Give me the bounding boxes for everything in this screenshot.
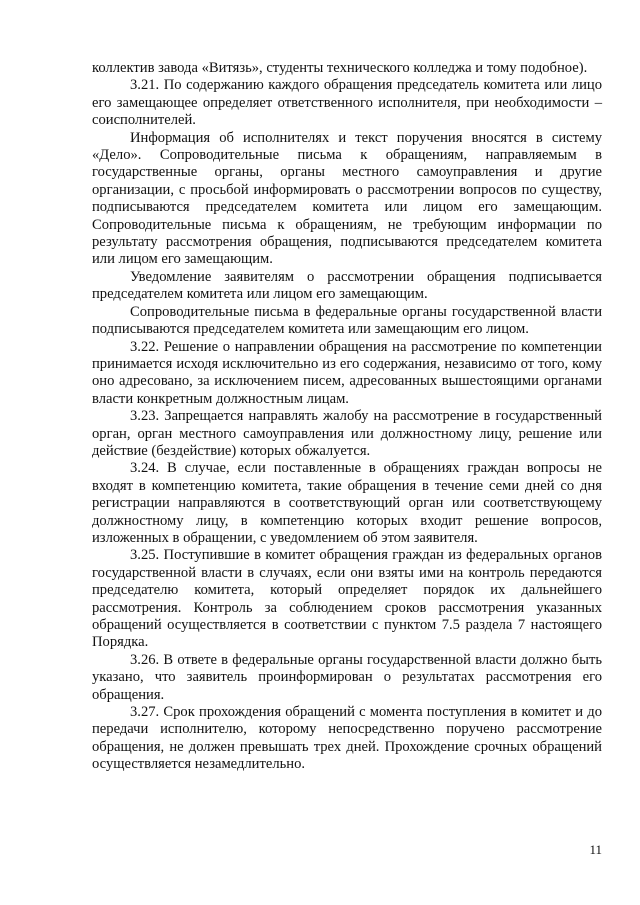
paragraph-notification: Уведомление заявителям о рассмотрении обращения подписывается председателем комитета или лицом его замещающим. (92, 268, 602, 303)
paragraph-3-23: 3.23. Запрещается направлять жалобу на рассмотрение в государственный орган, орган местного самоуправления или должностному лицу, решение или действие (бездействие) которых обжалуется. (92, 408, 602, 459)
paragraph-3-26: 3.26. В ответе в федеральные органы государственной власти должно быть указано, что заявитель проинформирован о результатах рассмотрения его обращения. (92, 651, 602, 703)
paragraph-continuation: коллектив завода «Витязь», студенты технического колледжа и тому подобное). (92, 60, 588, 76)
document-body (92, 60, 602, 774)
paragraph-3-24: 3.24. В случае, если поставленные в обращениях граждан вопросы не входят в компетенцию комитета, такие обращения в течение семи дней со дня регистрации направляются в соответствующий орган или соответствующему должностному лицу, в компетенцию которых входит решение вопросов, изложенных в обращении, с уведомлением об этом заявителя. (92, 460, 602, 546)
paragraph-3-21: 3.21. По содержанию каждого обращения председатель комитета или лицо его замещающее определяет ответственного исполнителя, при необходимости – соисполнителей. (92, 77, 602, 129)
page-number: 11 (589, 842, 602, 857)
paragraph-3-27: 3.27. Срок прохождения обращений с момента поступления в комитет и до передачи исполнителю, которому непосредственно поручено рассмотрение обращения, не должен превышать трех дней. Прохождение срочных обращений осуществляется незамедлительно. (92, 704, 602, 773)
paragraph-delo-system: Информация об исполнителях и текст поручения вносятся в систему «Дело». Сопроводительные письма к обращениям, направляемым в государственные органы, органы местного самоуправления и другие организации, с просьбой информировать о рассмотрении вопросов по существу, подписываются председателем комитета или лицом его замещающим. Сопроводительные письма к обращениям, не требующим информации по результату рассмотрения обращения, подписываются председателем комитета или лицом его замещающим. (92, 129, 602, 268)
paragraph-3-22: 3.22. Решение о направлении обращения на рассмотрение по компетенции принимается исходя исключительно из его содержания, независимо от того, кому оно адресовано, за исключением писем, адресованных вышестоящими органами власти конкретным должностным лицам. (92, 338, 602, 407)
paragraph-federal-letters: Сопроводительные письма в федеральные органы государственной власти подписываются председателем комитета или замещающим его лицом. (92, 303, 602, 338)
paragraph-3-25: 3.25. Поступившие в комитет обращения граждан из федеральных органов государственной власти в случаях, если они взяты ими на контроль передаются председателю комитета, который определяет порядок их дальнейшего рассмотрения. Контроль за соблюдением сроков рассмотрения указанных обращений осуществляется в соответствии с пунктом 7.5 раздела 7 настоящего Порядка. (92, 547, 602, 651)
